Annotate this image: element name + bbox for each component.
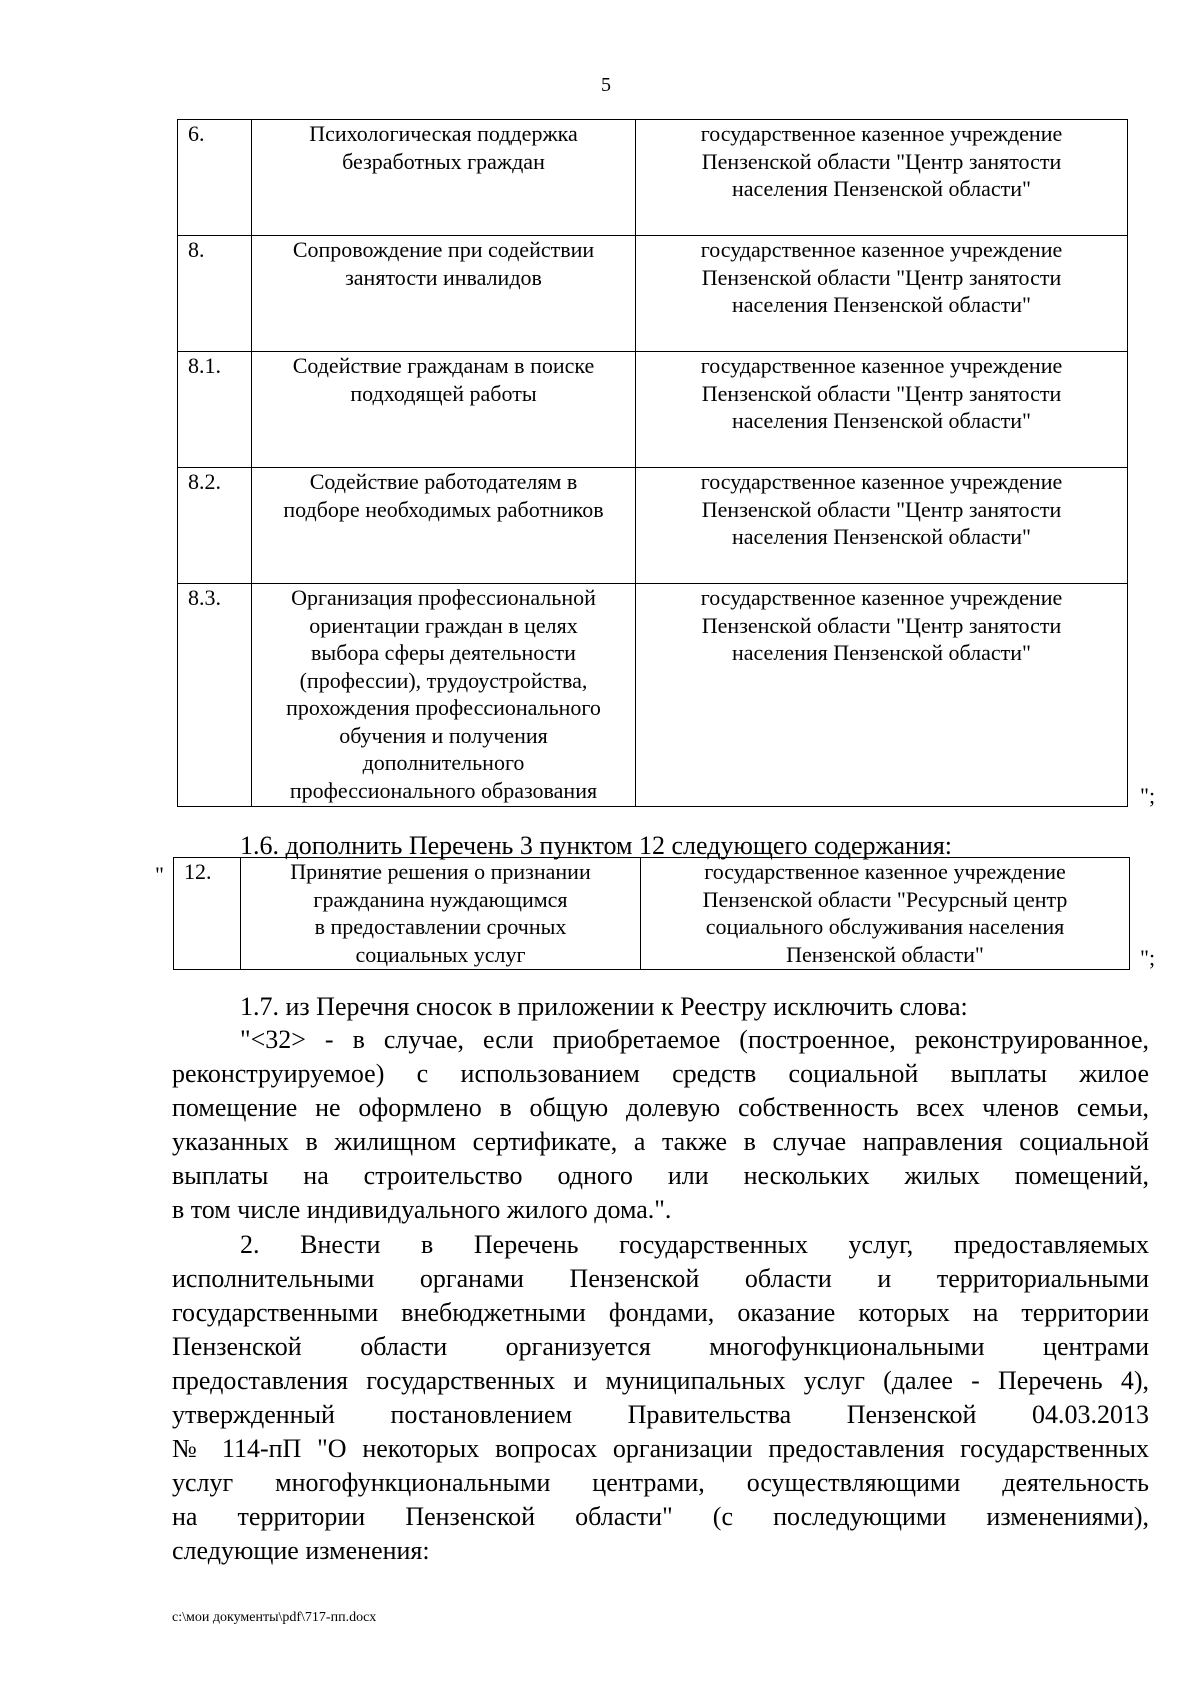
provider-org: государственное казенное учреждение Пензенской области "Центр занятости населения Пензенской области"	[636, 352, 1128, 468]
provider-org: государственное казенное учреждение Пензенской области "Центр занятости населения Пензенской области"	[636, 120, 1128, 236]
table-row	[178, 120, 1128, 236]
table-row	[178, 352, 1128, 468]
paragraph-line: № 114-пП "О некоторых вопросах организации предоставления государственных	[172, 1434, 1149, 1463]
service-name: Содействие гражданам в поиске подходящей работы	[252, 352, 636, 468]
services-table-item-12	[173, 857, 1130, 970]
table-opening-quote: "	[155, 862, 164, 887]
row-number: 12.	[174, 858, 241, 970]
provider-org: государственное казенное учреждение Пензенской области "Ресурсный центр социального обслуживания населения Пензенской области"	[641, 858, 1130, 970]
paragraph-line: предоставления государственных и муниципальных услуг (далее - Перечень 4),	[172, 1366, 1149, 1395]
paragraph-line: указанных в жилищном сертификате, а также в случае направления социальной	[172, 1127, 1149, 1156]
paragraph-line: 2. Внести в Перечень государственных услуг, предоставляемых	[240, 1230, 1149, 1259]
service-name: Организация профессиональной ориентации граждан в целях выбора сферы деятельности (профессии), трудоустройства, прохождения профессионального обучения и получения дополнительного профессионального образования	[252, 584, 636, 807]
paragraph-line: исполнительными органами Пензенской области и территориальными	[172, 1264, 1149, 1293]
paragraph-line: государственными внебюджетными фондами, оказание которых на территории	[172, 1298, 1149, 1327]
paragraph-line: выплаты на строительство одного или нескольких жилых помещений,	[172, 1161, 1149, 1190]
row-number: 8.3.	[178, 584, 252, 807]
service-name: Сопровождение при содействии занятости инвалидов	[252, 236, 636, 352]
paragraph-line: реконструируемое) с использованием средств социальной выплаты жилое	[172, 1059, 1149, 1088]
table-closing-quote: ";	[1140, 783, 1156, 808]
paragraph-line: услуг многофункциональными центрами, осуществляющими деятельность	[172, 1468, 1149, 1497]
row-number: 8.2.	[178, 468, 252, 584]
footer-file-path: c:\мои документы\pdf\717-пп.docx	[172, 1610, 377, 1625]
row-number: 6.	[178, 120, 252, 236]
services-table-3	[177, 119, 1128, 807]
table-row	[178, 236, 1128, 352]
page-number: 5	[601, 74, 611, 96]
provider-org: государственное казенное учреждение Пензенской области "Центр занятости населения Пензенской области"	[636, 468, 1128, 584]
paragraph-line: на территории Пензенской области" (с последующими изменениями),	[172, 1502, 1149, 1531]
service-name: Психологическая поддержка безработных граждан	[252, 120, 636, 236]
paragraph-line: помещение не оформлено в общую долевую собственность всех членов семьи,	[172, 1093, 1149, 1122]
row-number: 8.	[178, 236, 252, 352]
table-closing-quote: ";	[1140, 945, 1156, 970]
service-name: Содействие работодателям в подборе необходимых работников	[252, 468, 636, 584]
provider-org: государственное казенное учреждение Пензенской области "Центр занятости населения Пензенской области"	[636, 584, 1128, 807]
paragraph-line: в том числе индивидуального жилого дома.".	[172, 1195, 672, 1224]
paragraph-line: утвержденный постановлением Правительства Пензенской 04.03.2013	[172, 1400, 1149, 1429]
table-row	[178, 468, 1128, 584]
paragraph-line: Пензенской области организуется многофункциональными центрами	[172, 1332, 1149, 1361]
service-name: Принятие решения о признании гражданина нуждающимся в предоставлении срочных социальных услуг	[241, 858, 641, 970]
paragraph-line: следующие изменения:	[172, 1536, 430, 1565]
item-1-7: 1.7. из Перечня сносок в приложении к Реестру исключить слова:	[240, 992, 968, 1021]
provider-org: государственное казенное учреждение Пензенской области "Центр занятости населения Пензенской области"	[636, 236, 1128, 352]
item-1-6: 1.6. дополнить Перечень 3 пунктом 12 следующего содержания:	[240, 831, 953, 860]
paragraph-line: "<32> - в случае, если приобретаемое (построенное, реконструированное,	[240, 1025, 1149, 1054]
table-row	[174, 858, 1130, 970]
row-number: 8.1.	[178, 352, 252, 468]
table-row	[178, 584, 1128, 807]
